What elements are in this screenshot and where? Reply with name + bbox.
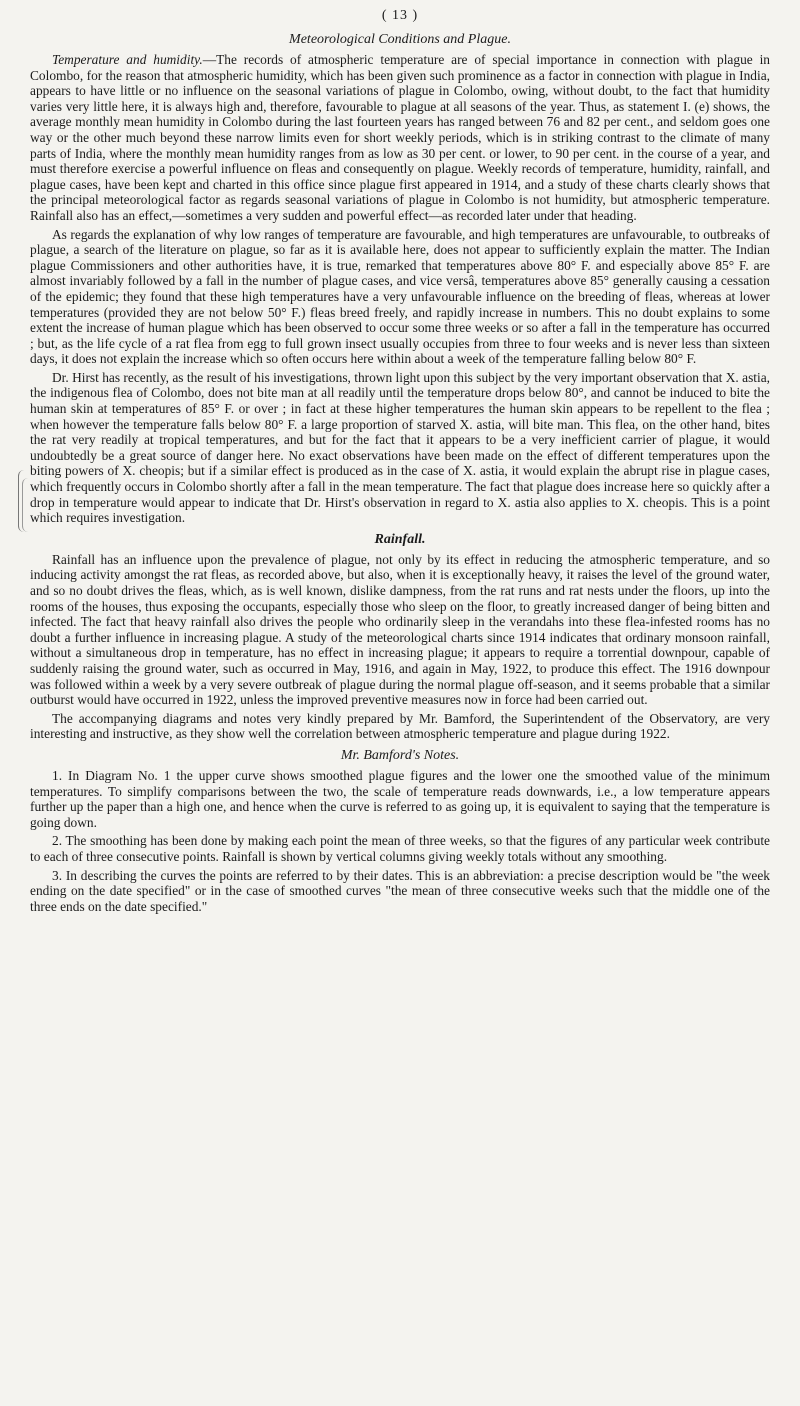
paragraph-temperature-humidity — [30, 52, 770, 224]
paragraph-hirst: Dr. Hirst has recently, as the result of his investigations, thrown light upon this subject by the very important observation that X. astia, the indigenous flea of Colombo, does not bite man at all readily until the temperature drops below 80°, and cannot be induced to bite the human skin at temperatures of 85° F. or over ; in fact at these higher temperatures the human skin appears to be repellent to the flea ; when however the temperature falls below 80° F. a large proportion of starved X. astia, will bite man. This flea, on the other hand, bites the rat very readily at tropical temperatures, and but for the fact that it appears to be a very inefficient carrier of plague, it would undoubtedly be a great source of danger here. No exact observations have been made on the effect of different temperatures upon the biting powers of X. cheopis; but if a similar effect is produced as in the case of X. astia, it would explain the abrupt rise in plague cases, which frequently occurs in Colombo shortly after a fall in the mean temperature. The fact that plague does increase here so quickly after a drop in temperature would appear to indicate that Dr. Hirst's observation in regard to X. astia also applies to X. cheopis. This is a point which requires investigation. — [30, 369, 771, 526]
note-3: 3. In describing the curves the points are referred to by their dates. This is an abbreviation: a precise description would be "the week ending on the date specified" or in the case of smoothed curves "the mean of three consecutive weeks such that the middle one of the three ends on the date specified." — [30, 867, 770, 914]
paragraph-rainfall: Rainfall has an influence upon the prevalence of plague, not only by its effect in reducing the atmospheric temperature, and so inducing activity amongst the rat fleas, as recorded above, but also, when it is exceptionally heavy, it raises the level of the ground water, and so no doubt drives the fleas, which, as is well known, dislike dampness, from the rat runs and rat nests under the floors, up into the rooms of the houses, thus exposing the occupants, especially those who sleep on the floor, to greatly increased danger of being bitten and infected. The fact that heavy rainfall also drives the people who ordinarily sleep in the verandahs into these flea-infested rooms has no doubt a further influence in increasing plague. A study of the meteorological charts since 1914 indicates that ordinary monsoon rainfall, without a simultaneous drop in temperature, has no effect in increasing plague; it appears to require a torrential downpour, capable of suddenly raising the ground water, such as occurred in May, 1916, and again in May, 1922, to produce this effect. The 1916 downpour was followed within a week by a very severe outbreak of plague during the normal plague off-season, and it seems probable that a similar outburst would have occurred in 1922, unless the improved preventive measures now in force had been carried out. — [30, 551, 770, 708]
margin-pencil-mark-inner — [22, 478, 29, 532]
note-2: 2. The smoothing has been done by making each point the mean of three weeks, so that the figures of any particular week contribute to each of three consecutive points. Rainfall is shown by vertical columns giving weekly totals without any smoothing. — [30, 833, 770, 864]
notes-heading: Mr. Bamford's Notes. — [340, 747, 460, 763]
paragraph-text: —The records of atmospheric temperature are of special importance in connection with plague in Colombo, for the reason that atmospheric humidity, which has been given such prominence as a factor in connection with plague in India, appears to have little or no influence on the seasonal variations of plague in Colombo, owing, without doubt, to the fact that humidity varies very little here, it is always high and, therefore, favourable to plague at all seasons of the year. Thus, as statement I. (e) shows, the average monthly mean humidity in Colombo during the last fourteen years has ranged between 76 and 82 per cent., and seldom goes one way or the other much beyond these narrow limits even for short weekly periods, which is in striking contrast to the climate of many parts of India, where the monthly mean humidity ranges from as low as 30 per cent. or lower, to 90 per cent. in the course of a year, and must therefore exercise a powerful influence on fleas and consequently on plague. Weekly records of temperature, humidity, rainfall, and plague cases, have been kept and charted in this office since plague first appeared in 1914, and a study of these charts clearly shows that the principal meteorological factor as regards seasonal variations of plague in Colombo is not humidity, but atmospheric temperature. Rainfall also has an effect,—sometimes a very sudden and powerful effect—as recorded later under that heading. — [30, 52, 770, 223]
note-1: 1. In Diagram No. 1 the upper curve shows smoothed plague figures and the lower one the smoothed value of the minimum temperatures. To simplify comparisons between the two, the scale of temperature reads downwards, i.e., a low temperature appears further up the paper than a high one, and hence when the curve is referred to as going up, it is equivalent to saying that the temperature is going down. — [30, 767, 770, 830]
paragraph-explanation: As regards the explanation of why low ranges of temperature are favourable, and high temperatures are unfavourable, to outbreaks of plague, a search of the literature on plague, so far as it is available here, does not appear to sufficiently explain the matter. The Indian plague Commissioners and other authorities have, it is true, remarked that temperatures above 80° F. and especially above 85° F. are almost invariably followed by a fall in the number of plague cases, and vice versâ, temperatures above 85° generally causing a cessation of the epidemic; they found that these high temperatures have a very unfavourable influence on the breeding of fleas, whereas at lower temperatures (provided they are not below 50° F.) fleas breed freely, and rapidly increase in numbers. This no doubt explains to some extent the increase of human plague which has been observed to occur some three weeks or so after a fall in the temperature has occurred ; but, as the life cycle of a rat flea from egg to full grown insect usually occupies from three to four weeks and is never less than sixteen days, it does not explain the increase which so often occurs here within about a week of the temperature falling below 80° F. — [30, 226, 770, 367]
section-title: Meteorological Conditions and Plague. — [289, 32, 511, 47]
paragraph-diagrams: The accompanying diagrams and notes very kindly prepared by Mr. Bamford, the Superintendent of the Observatory, are very interesting and instructive, as they show well the correlation between atmospheric temperature and plague during 1922. — [30, 710, 770, 742]
paragraph-lead: Temperature and humidity. — [52, 52, 203, 67]
rainfall-heading: Rainfall. — [374, 531, 426, 547]
page-number: ( 13 ) — [381, 8, 419, 23]
